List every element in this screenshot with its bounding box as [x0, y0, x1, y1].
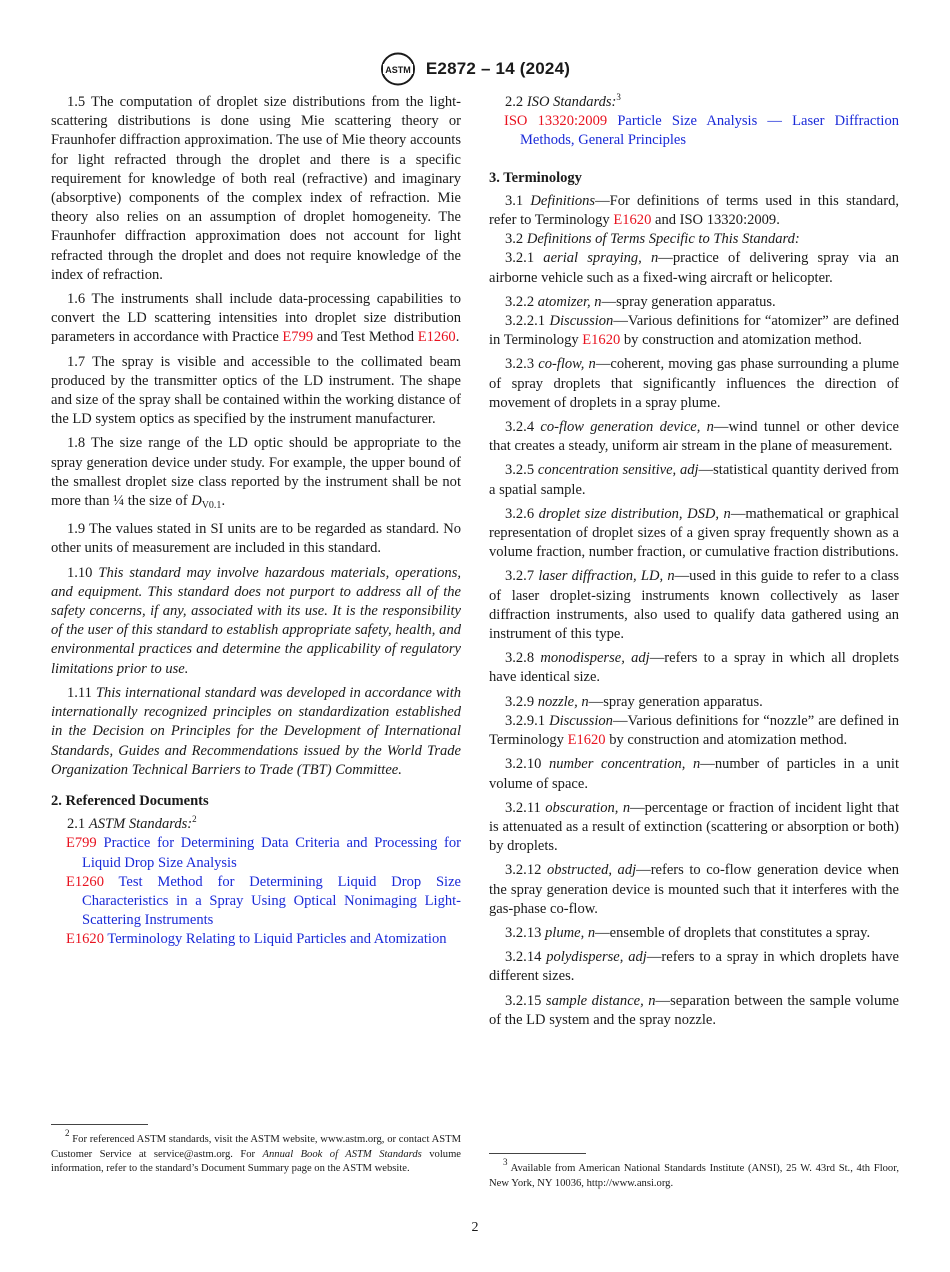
definition-3-2-12: 3.2.12 obstructed, adj—refers to co-flow generation device when the spray generation device is mounted such that it interferes with the gas-phase co-flow. [489, 862, 899, 917]
definition-3-2-8: 3.2.8 monodisperse, adj—refers to a spray in which all droplets have identical size. [489, 650, 899, 686]
definition-term: nozzle, n [537, 693, 589, 710]
definition-3-2-15: 3.2.15 sample distance, n—separation between the sample volume of the LD system and the spray nozzle. [489, 992, 900, 1028]
footnote-2: $^2$ For referenced ASTM standards, visit the ASTM website, www.astm.org, or contact ASTM Customer Service at service@astm.org. For Annual Book of ASTM Standards volume information, refer to the standard’s Document Summary page on the ASTM website. [51, 1128, 462, 1175]
reference-item-iso-13320 [489, 112, 899, 150]
definition-3-2-5: 3.2.5 concentration sensitive, adj—statistical quantity derived from a spatial sample. [489, 462, 899, 498]
paragraph-1-8: 1.8 The size range of the LD optic should be appropriate to the spray generation device under study. For example, the upper bound of the smallest droplet size class reported by the instrument shall be not more than ¼ the size of $D_{V0.1}$. [51, 435, 461, 512]
definition-term: sample distance, n [545, 992, 656, 1009]
paragraph-1-7: 1.7 The spray is visible and accessible to the collimated beam produced by the transmitter optics of the LD instrument. The shape and size of the spray shall be contained within the working distance of the LD system optics as specified by the instrument manufacturer. [51, 353, 461, 428]
ref-title-iso-13320[interactable]: Particle Size Analysis — Laser Diffraction Methods, General Principles [520, 113, 899, 149]
footnote-divider [51, 1124, 148, 1125]
left-column [51, 93, 461, 950]
definition-3-2-2: 3.2.2 atomizer, n—spray generation apparatus. [505, 293, 776, 310]
definition-3-2-2-1: 3.2.2.1 Discussion—Various definitions for “atomizer” are defined in Terminology E1620 by construction and atomization method. [489, 313, 899, 349]
reference-item [51, 834, 461, 872]
definition-term: obstructed, adj [546, 862, 637, 879]
ref-code-link[interactable]: E799 [66, 835, 97, 852]
logo-text: ASTM [385, 65, 411, 75]
definition-term: Discussion [549, 313, 614, 330]
definition-term: Discussion [549, 712, 613, 729]
ref-link-e1620[interactable]: E1620 [613, 212, 652, 229]
definition-term: plume, n [545, 924, 596, 941]
paragraph-1-5: 1.5 The computation of droplet size distributions from the light-scattering distributions is done using Mie scattering theory or Fraunhofer diffraction approximation. The use of Mie theory accounts for light refracted through the droplet and there is a specific requirement for knowledge of both real (refractive) and imaginary (absorptive) components of the complex index of refraction. Mie theory also relies on an assumption of droplet homogeneity. The Fraunhofer diffraction approximation does not account for light refracted through the droplet and does not require knowledge of the index of refraction. [51, 94, 461, 283]
paragraph-1-6: 1.6 The instruments shall include data-processing capabilities to convert the LD scattering intensities into droplet size distribution parameters in accordance with Practice E799 and Test Method E1260. [51, 291, 461, 346]
reference-item [51, 930, 461, 949]
ref-code-link[interactable]: E1620 [66, 931, 104, 948]
footnote-3: $^3$ Available from American National Standards Institute (ANSI), 25 W. 43rd St., 4th Floor, New York, NY 10036, http://www.ansi.org. [489, 1157, 899, 1189]
right-column [489, 93, 899, 1035]
ref-link-iso-13320[interactable]: ISO 13320:2009 [504, 113, 608, 130]
ref-title-link[interactable]: Terminology Relating to Liquid Particles and Atomization [107, 931, 447, 948]
ref-title-link[interactable]: Test Method for Determining Liquid Drop Size Characteristics in a Spray Using Optical Nonimaging Light-Scattering Instruments [82, 873, 461, 929]
document-designation: E2872 – 14 (2024) [425, 59, 571, 78]
definition-term: laser diffraction, LD, n [538, 568, 675, 585]
definition-term: obscuration, n [545, 799, 631, 816]
paragraph-2-2: 2.2 ISO Standards:$^3$ [505, 92, 621, 110]
ref-link-e799[interactable]: E799 [282, 329, 314, 346]
definition-term: droplet size distribution, DSD, n [538, 505, 731, 522]
definition-term: monodisperse, adj [540, 650, 650, 667]
ref-link-e1620[interactable]: E1620 [582, 332, 621, 349]
paragraph-3-2: 3.2 Definitions of Terms Specific to This Standard: [505, 231, 800, 248]
section-heading-referenced-documents: 2. Referenced Documents [51, 792, 209, 809]
definition-term: number concentration, n [548, 756, 701, 773]
definition-3-2-9: 3.2.9 nozzle, n—spray generation apparatus. [505, 693, 763, 710]
definition-term: co-flow, n [538, 356, 596, 373]
footnote-divider [489, 1153, 586, 1154]
ref-link-e1260[interactable]: E1260 [417, 329, 456, 346]
astm-logo-icon [380, 52, 416, 86]
section-heading-terminology: 3. Terminology [489, 169, 582, 186]
paragraph-3-1: 3.1 Definitions—For definitions of terms used in this standard, refer to Terminology E1620 and ISO 13320:2009. [489, 192, 899, 229]
definition-3-2-13: 3.2.13 plume, n—ensemble of droplets that constitutes a spray. [505, 924, 871, 941]
paragraph-2-1: 2.1 ASTM Standards:$^2$ [67, 814, 197, 833]
definition-term: concentration sensitive, adj [537, 462, 699, 479]
definition-3-2-11: 3.2.11 obscuration, n—percentage or fraction of incident light that is attenuated as a result of extinction (scattering or absorption or both) by droplets. [489, 799, 899, 855]
definition-term: aerial spraying, n [543, 250, 659, 267]
definition-3-2-4: 3.2.4 co-flow generation device, n—wind tunnel or other device that creates a steady, uniform air stream in the plane of measurement. [489, 419, 899, 455]
paragraph-1-10: 1.10 This standard may involve hazardous materials, operations, and equipment. This standard does not purport to address all of the safety concerns, if any, associated with its use. It is the responsibility of the user of this standard to establish appropriate safety, health, and environmental practices and determine the applicability of regulatory limitations prior to use. [51, 564, 462, 677]
ref-link-e1620[interactable]: E1620 [567, 732, 606, 749]
definition-3-2-1: 3.2.1 aerial spraying, n—practice of delivering spray via an airborne vehicle such as a fixed-wing aircraft or helicopter. [489, 250, 899, 286]
definition-3-2-3: 3.2.3 co-flow, n—coherent, moving gas phase surrounding a plume of spray droplets that significantly influences the direction of movement of droplets in a spray plume. [489, 356, 899, 411]
reference-item [51, 873, 461, 931]
definition-3-2-9-1: 3.2.9.1 Discussion—Various definitions for “nozzle” are defined in Terminology E1620 by construction and atomization method. [489, 712, 899, 749]
definition-3-2-14: 3.2.14 polydisperse, adj—refers to a spray in which droplets have different sizes. [489, 949, 899, 985]
reference-list [51, 834, 461, 949]
definition-term: polydisperse, adj [546, 949, 647, 966]
page-header [0, 52, 950, 86]
definition-3-2-7: 3.2.7 laser diffraction, LD, n—used in this guide to refer to a class of laser droplet-sizing instruments known collectively as laser diffraction instruments, also used to qualify data gathered using an instrument of this type. [489, 568, 899, 643]
definition-list [489, 249, 899, 1030]
definition-term: atomizer, n [537, 293, 602, 310]
paragraph-1-9: 1.9 The values stated in SI units are to be regarded as standard. No other units of measurement are included in this standard. [51, 521, 461, 557]
definition-3-2-10: 3.2.10 number concentration, n—number of particles in a unit volume of space. [489, 756, 899, 792]
ref-title-link[interactable]: Practice for Determining Data Criteria and Processing for Liquid Drop Size Analysis [82, 835, 461, 871]
definition-3-2-6: 3.2.6 droplet size distribution, DSD, n—mathematical or graphical representation of droplet sizes of a given spray frequently shown as a volume fraction, number fraction, or cumulative fraction distributions. [489, 505, 900, 561]
paragraph-1-11: 1.11 This international standard was developed in accordance with internationally recognized principles on standardization established in the Decision on Principles for the Development of International Standards, Guides and Recommendations issued by the World Trade Organization Technical Barriers to Trade (TBT) Committee. [51, 684, 462, 778]
page-number: 2 [471, 1220, 479, 1235]
ref-code-link[interactable]: E1260 [66, 873, 104, 890]
definition-term: co-flow generation device, n [540, 419, 714, 436]
